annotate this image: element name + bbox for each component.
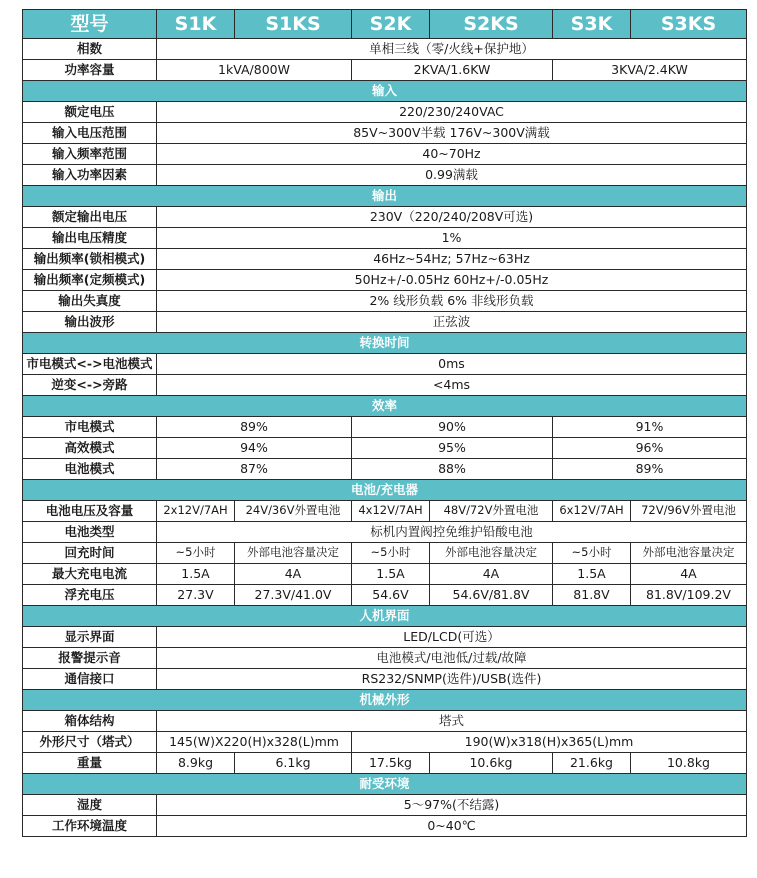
row-value: 21.6kg (553, 753, 631, 774)
row-value: 81.8V/109.2V (631, 585, 747, 606)
row-value: 外部电池容量决定 (631, 543, 747, 564)
row-value: 94% (157, 438, 352, 459)
row-value: 91% (553, 417, 747, 438)
table-row (23, 102, 747, 123)
row-value: 4A (631, 564, 747, 585)
row-value: 标机内置阀控免维护铅酸电池 (157, 522, 747, 543)
row-value: 6x12V/7AH (553, 501, 631, 522)
section-title: 耐受环境 (23, 774, 747, 795)
table-row (23, 627, 747, 648)
header-row (23, 10, 747, 39)
section-header-efficiency (23, 396, 747, 417)
table-row (23, 522, 747, 543)
table-row (23, 270, 747, 291)
row-value: 1.5A (157, 564, 235, 585)
section-title: 输入 (23, 81, 747, 102)
row-value: 4A (430, 564, 553, 585)
section-title: 人机界面 (23, 606, 747, 627)
row-value: 89% (553, 459, 747, 480)
section-header-transfer (23, 333, 747, 354)
row-value: 54.6V (352, 585, 430, 606)
row-value: 10.8kg (631, 753, 747, 774)
section-title: 机械外形 (23, 690, 747, 711)
row-value: 2% 线形负载 6% 非线形负载 (157, 291, 747, 312)
row-value: RS232/SNMP(选件)/USB(选件) (157, 669, 747, 690)
row-value: 40~70Hz (157, 144, 747, 165)
row-value: ~5小时 (553, 543, 631, 564)
table-row (23, 39, 747, 60)
row-value: ~5小时 (352, 543, 430, 564)
model-s2ks: S2KS (430, 10, 553, 39)
row-value: 外部电池容量决定 (235, 543, 352, 564)
row-value: 4A (235, 564, 352, 585)
row-value: 81.8V (553, 585, 631, 606)
row-value: 1kVA/800W (157, 60, 352, 81)
table-row (23, 375, 747, 396)
row-label: 市电模式<->电池模式 (23, 354, 157, 375)
model-s1k: S1K (157, 10, 235, 39)
section-header-hmi (23, 606, 747, 627)
row-label: 电池电压及容量 (23, 501, 157, 522)
ups-spec-table (22, 9, 747, 837)
row-value: <4ms (157, 375, 747, 396)
row-value: 220/230/240VAC (157, 102, 747, 123)
row-label: 相数 (23, 39, 157, 60)
model-s1ks: S1KS (235, 10, 352, 39)
row-value: 0~40℃ (157, 816, 747, 837)
row-label: 输入频率范围 (23, 144, 157, 165)
row-label: 输出频率(锁相模式) (23, 249, 157, 270)
row-value: 外部电池容量决定 (430, 543, 553, 564)
row-label: 输入功率因素 (23, 165, 157, 186)
row-label: 外形尺寸（塔式） (23, 732, 157, 753)
row-value: 0ms (157, 354, 747, 375)
row-label: 输入电压范围 (23, 123, 157, 144)
row-label: 电池类型 (23, 522, 157, 543)
table-row (23, 417, 747, 438)
row-label: 市电模式 (23, 417, 157, 438)
row-value: LED/LCD(可选） (157, 627, 747, 648)
row-label: 逆变<->旁路 (23, 375, 157, 396)
row-label: 回充时间 (23, 543, 157, 564)
row-value: 46Hz~54Hz; 57Hz~63Hz (157, 249, 747, 270)
section-header-output (23, 186, 747, 207)
row-value: 8.9kg (157, 753, 235, 774)
section-title: 输出 (23, 186, 747, 207)
table-row (23, 648, 747, 669)
row-label: 工作环境温度 (23, 816, 157, 837)
section-header-environment (23, 774, 747, 795)
table-row (23, 60, 747, 81)
row-label: 重量 (23, 753, 157, 774)
section-header-battery (23, 480, 747, 501)
section-title: 转换时间 (23, 333, 747, 354)
row-value: 85V~300V半载 176V~300V满载 (157, 123, 747, 144)
row-value: 230V（220/240/208V可选) (157, 207, 747, 228)
table-row (23, 438, 747, 459)
row-value: 87% (157, 459, 352, 480)
table-row (23, 123, 747, 144)
row-value: 27.3V/41.0V (235, 585, 352, 606)
row-value: ~5小时 (157, 543, 235, 564)
row-value: 1.5A (352, 564, 430, 585)
table-row (23, 816, 747, 837)
row-label: 额定电压 (23, 102, 157, 123)
table-row (23, 144, 747, 165)
table-row (23, 291, 747, 312)
table-row (23, 732, 747, 753)
table-row (23, 312, 747, 333)
model-s3ks: S3KS (631, 10, 747, 39)
row-label: 电池模式 (23, 459, 157, 480)
row-value: 2x12V/7AH (157, 501, 235, 522)
row-label: 浮充电压 (23, 585, 157, 606)
row-label: 额定输出电压 (23, 207, 157, 228)
spec-table-container (22, 9, 746, 837)
model-s3k: S3K (553, 10, 631, 39)
row-value: 50Hz+/-0.05Hz 60Hz+/-0.05Hz (157, 270, 747, 291)
row-value: 95% (352, 438, 553, 459)
section-title: 效率 (23, 396, 747, 417)
table-row (23, 228, 747, 249)
row-label: 箱体结构 (23, 711, 157, 732)
row-value: 88% (352, 459, 553, 480)
row-label: 高效模式 (23, 438, 157, 459)
table-row (23, 354, 747, 375)
table-row (23, 543, 747, 564)
row-label: 报警提示音 (23, 648, 157, 669)
row-label: 输出电压精度 (23, 228, 157, 249)
table-row (23, 165, 747, 186)
row-value: 72V/96V外置电池 (631, 501, 747, 522)
row-value: 96% (553, 438, 747, 459)
row-label: 湿度 (23, 795, 157, 816)
row-label: 最大充电电流 (23, 564, 157, 585)
section-title: 电池/充电器 (23, 480, 747, 501)
row-label: 输出失真度 (23, 291, 157, 312)
row-value: 3KVA/2.4KW (553, 60, 747, 81)
table-row (23, 795, 747, 816)
model-s2k: S2K (352, 10, 430, 39)
model-label: 型号 (23, 10, 157, 39)
row-value: 单相三线（零/火线+保护地） (157, 39, 747, 60)
row-value: 4x12V/7AH (352, 501, 430, 522)
row-value: 5～97%(不结露) (157, 795, 747, 816)
row-value: 1.5A (553, 564, 631, 585)
row-value: 10.6kg (430, 753, 553, 774)
table-row (23, 501, 747, 522)
section-header-mechanical (23, 690, 747, 711)
row-value: 0.99满载 (157, 165, 747, 186)
row-value: 24V/36V外置电池 (235, 501, 352, 522)
row-value: 电池模式/电池低/过载/故障 (157, 648, 747, 669)
table-row (23, 564, 747, 585)
table-row (23, 459, 747, 480)
row-label: 通信接口 (23, 669, 157, 690)
row-label: 功率容量 (23, 60, 157, 81)
table-row (23, 585, 747, 606)
table-row (23, 249, 747, 270)
row-label: 输出波形 (23, 312, 157, 333)
row-value: 27.3V (157, 585, 235, 606)
row-label: 显示界面 (23, 627, 157, 648)
table-row (23, 711, 747, 732)
row-value: 1% (157, 228, 747, 249)
table-row (23, 669, 747, 690)
row-value: 54.6V/81.8V (430, 585, 553, 606)
row-value: 塔式 (157, 711, 747, 732)
row-value: 6.1kg (235, 753, 352, 774)
row-value: 89% (157, 417, 352, 438)
table-row (23, 207, 747, 228)
row-value: 90% (352, 417, 553, 438)
section-header-input (23, 81, 747, 102)
row-value: 145(W)X220(H)x328(L)mm (157, 732, 352, 753)
row-label: 输出频率(定频模式) (23, 270, 157, 291)
row-value: 2KVA/1.6KW (352, 60, 553, 81)
row-value: 17.5kg (352, 753, 430, 774)
table-row (23, 753, 747, 774)
row-value: 190(W)x318(H)x365(L)mm (352, 732, 747, 753)
row-value: 48V/72V外置电池 (430, 501, 553, 522)
row-value: 正弦波 (157, 312, 747, 333)
